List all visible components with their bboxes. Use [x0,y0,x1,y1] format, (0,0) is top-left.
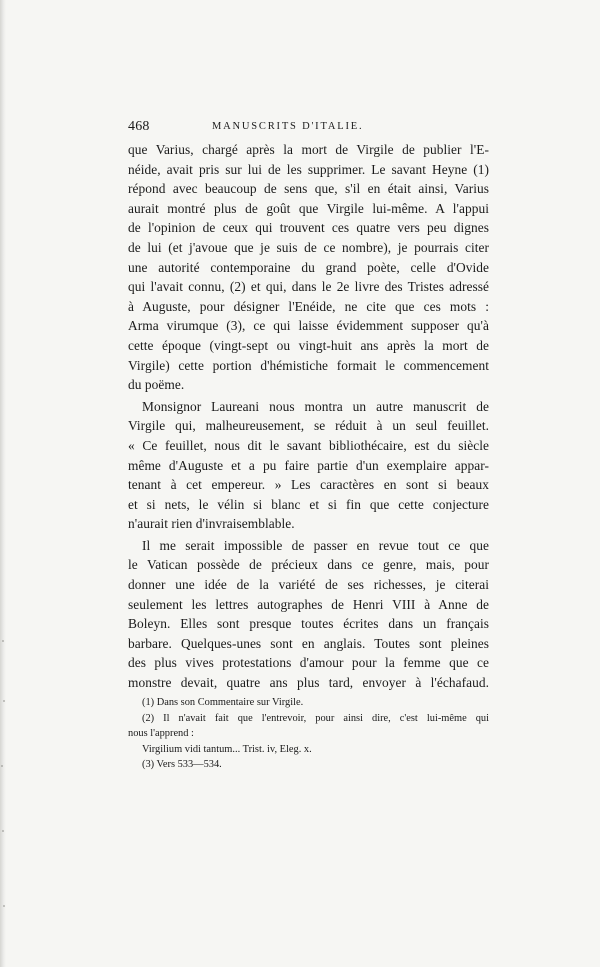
footnotes [128,695,489,773]
scan-speck [2,830,4,832]
scan-speck [2,640,4,642]
text-line: « Ce feuillet, nous dit le savant bibliothécaire, est du siècle [128,437,489,453]
body-text [128,140,489,693]
text-line: de lui (et j'avoue que je suis de ce nombre), je pourrais citer [128,239,489,255]
footnote-line: (2) Il n'avait fait que l'entrevoir, pour ainsi dire, c'est lui-même qui [142,712,489,724]
footnote-line: (1) Dans son Commentaire sur Virgile. [142,697,304,708]
text-line: Boleyn. Elles sont presque toutes écrites dans un français [128,616,489,632]
text-line: le Vatican possède de précieux dans ce genre, mais, pour [128,557,489,573]
text-line: Virgile) cette portion d'hémistiche formait le commencement [128,357,489,373]
page-edge-shadow [0,0,6,967]
text-line: que Varius, chargé après la mort de Virgile de publier l'E- [128,142,489,157]
text-line: seulement les lettres autographes de Henri VIII à Anne de [128,596,489,612]
text-line: barbare. Quelques-unes sont en anglais. Toutes sont pleines [128,635,489,651]
text-line: et si nets, le vélin si blanc et si fin que cette conjecture [128,496,489,512]
text-line: du poëme. [128,377,185,393]
footnote-line: nous l'apprend : [128,728,194,740]
running-head: MANUSCRITS D'ITALIE. [212,121,364,132]
text-line: même d'Auguste et a pu faire partie d'un exemplaire appar- [128,457,489,473]
text-line: Il me serait impossible de passer en revue tout ce que [142,537,489,553]
text-line: tenant à cet empereur. » Les caractères en sont si beaux [128,477,489,493]
scan-speck [3,905,5,907]
footnote-line: Virgilium vidi tantum... Trist. iv, Eleg. x. [142,743,312,755]
text-line: de l'opinion de ceux qui trouvent ces quatre vers peu dignes [128,220,489,236]
page-number: 468 [128,119,150,134]
text-line: Monsignor Laureani nous montra un autre manuscrit de [142,398,489,414]
text-line: néide, avait pris sur lui de les supprimer. Le savant Heyne (1) [128,161,489,177]
scan-speck [3,700,5,702]
scan-speck [1,765,3,767]
footnote-line: (3) Vers 533—534. [142,759,222,771]
text-line: une autorité contemporaine du grand poète, celle d'Ovide [128,259,489,275]
text-line: des plus vives protestations d'amour pour la femme que ce [128,655,489,671]
text-line: monstre devait, quatre ans plus tard, envoyer à l'échafaud. [128,675,489,691]
text-line: n'aurait rien d'invraisemblable. [128,516,295,532]
text-line: Arma virumque (3), ce qui laisse évidemment supposer qu'à [128,318,489,334]
text-line: à Auguste, pour désigner l'Enéide, ne cite que ces mots : [128,298,489,314]
text-line: aurait montré plus de goût que Virgile lui-même. A l'appui [128,200,489,216]
text-line: qui l'avait connu, (2) et qui, dans le 2e livre des Tristes adressé [128,279,489,295]
text-line: répond avec beaucoup de sens que, s'il en était ainsi, Varius [128,181,489,197]
text-line: Virgile qui, malheureusement, se réduit à un seul feuillet. [128,418,489,434]
text-line: cette époque (vingt-sept ou vingt-huit ans après la mort de [128,337,489,353]
page-header [128,119,489,137]
text-line: donner une idée de la variété de ses richesses, je citerai [128,577,489,593]
